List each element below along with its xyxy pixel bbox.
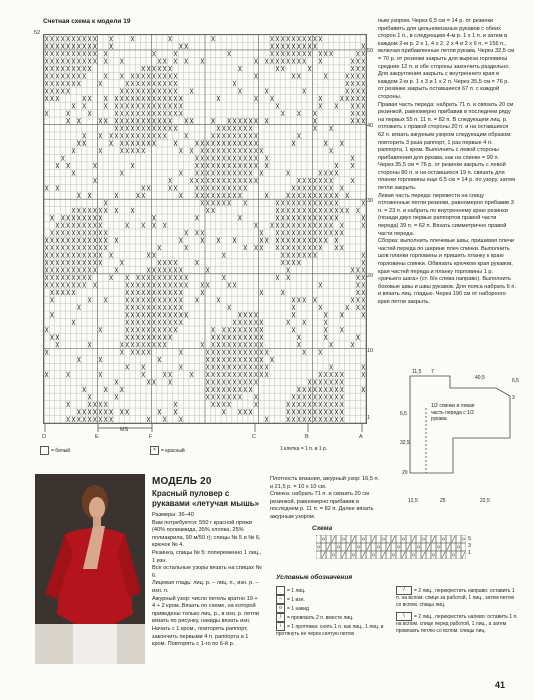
white-box-icon (40, 446, 49, 455)
scheme-grid (316, 535, 466, 559)
instructions-back: ным узором. Через 6,5 см = 14 р. от резинки прибавить для цельновязаных рукавов с обеих сторон 1 п., в следующем 4-м р. 1 х 1 п. и затем в каждом 2-м р. 2 х 1, 4 х 2, 2 х 4 и 2 х 6 п. = 156 п., включая прибавленные петли рукава. Через 32,5 см = 70 р. от резинки закрыть для выреза горловины средние 12 п. и обе стороны закончить раздельно. Для закругления закрыть с внутреннего края в каждом 2-м р. 1 х 3 и 1 х 2 п. Через 35,5 см = 76 р. от резинки закрыть оставшиеся 67 п. с каждой стороны. (378, 18, 515, 100)
instructions-column (378, 18, 516, 307)
marker-f: F (149, 434, 153, 440)
symbol-k2tog: / = провязать 2 п. вместе лиц. (276, 613, 386, 622)
gauge-block (270, 476, 380, 522)
sizes-text: Размеры: 36–40 (152, 512, 194, 518)
dim-left-3: 20 (402, 470, 408, 476)
garment-schematic (398, 368, 518, 498)
woman-in-red-sweater-image (35, 474, 145, 664)
dim-right-2: 3 (512, 395, 515, 401)
knitting-chart (43, 34, 367, 424)
symbols-list (276, 586, 386, 638)
dim-bottom-2: 25 (440, 498, 446, 504)
symbol-cross-left: \ = 2 лиц., перекрестить налево: оставить 1 п. на вспом. спице перед работой, 1 лиц., а затем провязать петлю со вспом. спицы лиц. (396, 613, 518, 634)
page-number: 41 (495, 680, 506, 690)
marker-a: A (359, 434, 363, 440)
schematic-label: 1/2 спинки и левая часть переда с 1/2 рукава (431, 403, 475, 422)
row-label-10: 10 (367, 348, 374, 354)
model-info (152, 476, 262, 649)
row-label-30: 30 (367, 198, 374, 204)
marker-d: D (42, 434, 46, 440)
symbol-skp: \ = 1 протяжка: снять 1 п. как лиц., 1 лиц. и протянуть ее через снятую петлю (276, 623, 384, 637)
model-photo (35, 474, 145, 664)
dim-left-2: 32,5 (400, 440, 410, 446)
marker-ms: MS (120, 427, 129, 433)
instructions-assembly: Сборка: выполнить плечевые швы, пришивая плечи частей переда по ширине плеч спинки. Выполнить шов планки горловины и пришить планку к краю горловины спинки. Обвязать крючком края рукавов, края частей переда и планку горловины 1 р. «рачьего шага» (ст. б/н слева направо). Выполнить боковые швы и швы рукавов. Для пояса набрать 6 п. и вязать лиц. гладью. Через 190 см от наборного края петли закрыть. (378, 238, 517, 305)
other-patterns-text: Все остальные узоры вязать на спицах № 6. (152, 565, 262, 579)
marker-e: E (95, 434, 99, 440)
symbol-knit: = 1 лиц. (276, 586, 386, 595)
elastic-text: Резинка, спицы № 5: попеременно 1 лиц., 1 изн. (152, 549, 262, 564)
cross-right-icon: / (396, 586, 412, 595)
instructions-left-front: Левая часть переда: перевести на спицу отложенные петли резинки, равномерно прибавив 3 п. = 23 п. и набрать по внутреннему краю резинки (позади двух первых раппортов правой части переда) 39 п. = 62 п. Вязать симметрично правой части переда. (378, 192, 514, 237)
symbol-cross-right: / = 2 лиц., перекрестить направо: оставить 1 п. на вспом. спице за работой, 1 лиц., затем петлю со вспом. спицы лиц. (396, 587, 515, 608)
scheme-row-5: 5 (468, 536, 472, 542)
chart-bottom-markers (40, 422, 370, 440)
symbol-purl: – = 1 изн. (276, 595, 386, 604)
knitting-chart-svg (44, 35, 366, 423)
knit-symbol-icon (276, 586, 285, 595)
stockinette-text: Лицевая гладь: лиц. р. – лиц. п., изн. р. – изн. п. (152, 580, 259, 594)
purl-symbol-icon: – (276, 595, 285, 604)
yarn-over-icon: o (276, 604, 285, 613)
marker-b: B (305, 434, 309, 440)
dim-bottom-3: 22,5 (480, 498, 490, 504)
symbol-yo: o = 1 накид (276, 604, 386, 613)
legend-red: × = красный (150, 446, 185, 455)
row-label-40: 40 (367, 123, 374, 129)
legend-white: = белый (40, 446, 70, 455)
model-number: МОДЕЛЬ 20 (152, 476, 212, 487)
scheme-row-3: 3 (468, 543, 472, 549)
model-title: Красный пуловер с рукавами «летучая мышь» (152, 489, 260, 508)
grid-top-label: 52 (34, 30, 41, 36)
k2tog-icon: / (276, 613, 285, 622)
back-text: Спинка: набрать 71 п. и связать 20 см резинкой, равномерно прибавив в последнем р. 11 п. = 82 п. Далее вязать ажурным узором. (270, 491, 374, 520)
legend-cell-note: 1 клетка = 1 п. и 1 р. (280, 446, 328, 452)
scheme-row-1: 1 (468, 550, 472, 556)
dim-bottom-1: 12,5 (408, 498, 418, 504)
row-label-1: 1 (367, 415, 371, 421)
symbols-label: Условные обозначения (276, 574, 353, 581)
dim-top-2: 7 (431, 369, 434, 375)
dim-top-3: 40,5 (475, 375, 485, 381)
x-box-icon: × (150, 446, 159, 455)
scheme-label: Схема (312, 525, 333, 532)
lace-text: Ажурный узор: число петель кратно 19 + 4 + 2 кром. Вязать по схеме, на которой приведены только лиц. р., в изн. р. петли вязать по рисунку, накиды вязать изн. Начать с 1 кром., повторять раппорт, закончить первыми 4 п. раппорта и 1 кром. Повторять с 1-го по 6-й р. (152, 595, 259, 648)
gauge-text: Плотность вязания, ажурный узор: 16,5 п. и 21,5 р. = 10 x 10 см. (270, 476, 380, 490)
row-label-50: 50 (367, 48, 374, 54)
materials-text: Вам потребуется: 550 г красной пряжи (40% полиамида, 35% хлопка, 25% полиакрила, 90 м/50 г); спицы № 5 и № 6, крючок № 4. (152, 519, 261, 549)
symbols-right (396, 586, 518, 634)
instructions-right-front: Правая часть переда: набрать 71 п. и связать 20 см резинкой, равномерно прибавив в последнем ряду на первых 55 п. 11 п. = 82 п. В следующем лиц. р. отложить с правой стороны 20 п. и на оставшихся 62 п. вязать ажурным узором следующим образом: повторить 3 раза раппорт, 1 раз первые 4 п. раппорта, 1 кром. Выполнить с левой стороны прибавления для рукава, как на спинке = 99 п. Через 35,5 см = 76 р. от резинки закрыть с левой стороны 80 п. и на оставшихся 19 п. связать для планки горловины еще 6,5 см = 14 р. по узору, затем петли закрыть. (378, 101, 515, 192)
row-label-20: 20 (367, 273, 374, 279)
dim-left-1: 6,5 (400, 411, 407, 417)
dim-top-1: 11,5 (412, 369, 422, 375)
dim-right-1: 6,5 (512, 378, 519, 384)
skp-icon: \ (276, 622, 285, 631)
chart-header: Счетная схема к модели 19 (43, 18, 131, 25)
cross-left-icon: \ (396, 612, 412, 621)
marker-c: C (252, 434, 256, 440)
